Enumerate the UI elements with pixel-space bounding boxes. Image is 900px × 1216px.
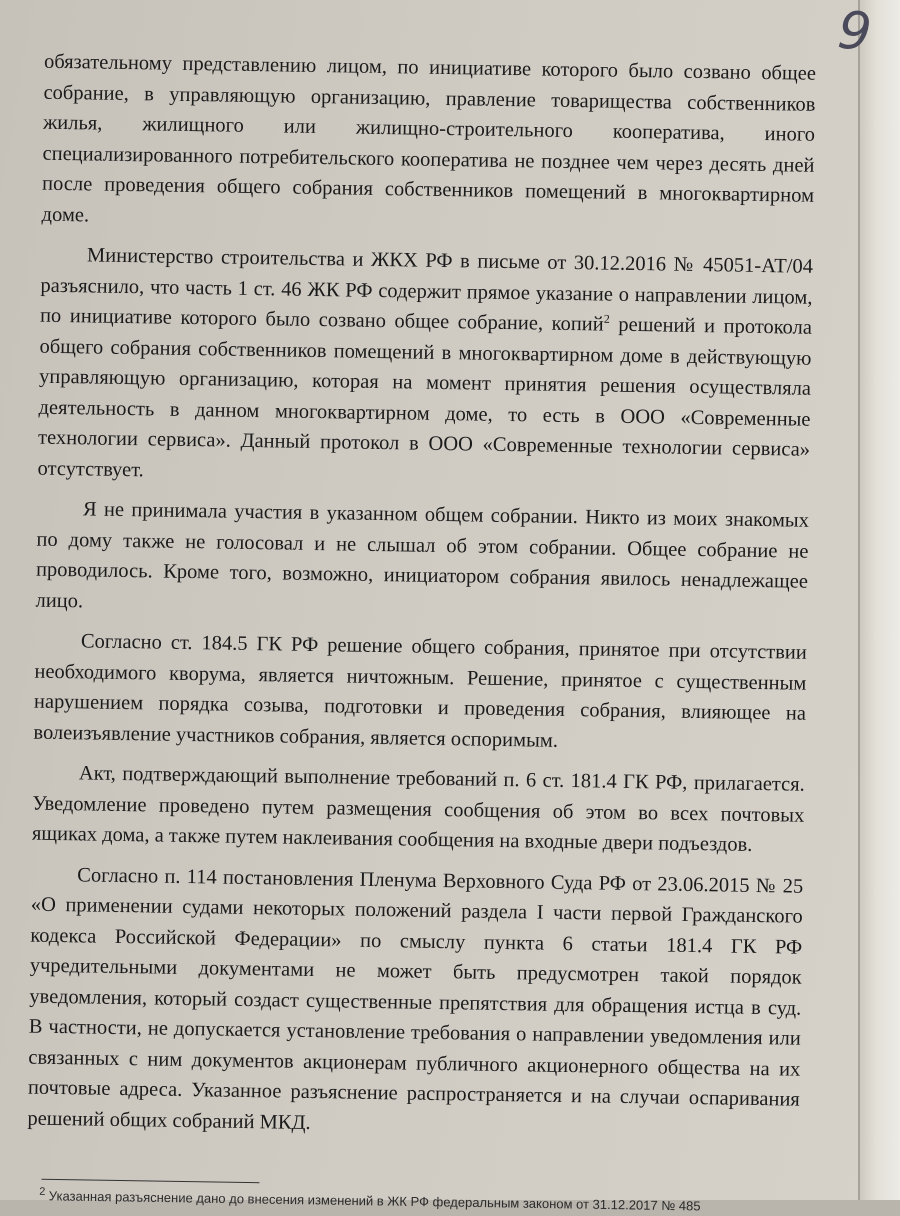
- footnote-mark: 2: [39, 1185, 46, 1198]
- handwritten-page-number: 9: [834, 0, 875, 64]
- footnote-reference: 2: [603, 311, 610, 326]
- paragraph-notice-act: Акт, подтверждающий выполнение требований п. 6 ст. 181.4 ГК РФ, прилагается. Уведомление проведено путем размещения сообщения об этом во всех почтовых ящиках дома, а также путем наклеивания сообщения на входные двери подъездов.: [31, 762, 805, 856]
- paragraph-ministry-letter-text-b: решений и протокола общего собрания собственников помещений в многоквартирном доме в действующую управляющую организацию, которая на момент принятия решения осуществляла деятельность в данном многоквартирном доме, то есть в ООО «Современные технологии сервиса». Данный протокол в ООО «Современные технологии сервиса» отсутствует.: [37, 313, 813, 481]
- footnote-text: Указанная разъяснение дано до внесения изменений в ЖК РФ федеральным законом от 31.12.2017 № 485: [48, 1188, 701, 1214]
- paragraph-plenum-ruling: Согласно п. 114 постановления Пленума Верховного Суда РФ от 23.06.2015 № 25 «О применении судами некоторых положений раздела I части первой Гражданского кодекса Российской Федерации» по смыслу пункта 6 статьи 181.4 ГК РФ учредительными документами не может быть предусмотрен такой порядок уведомления, который создаст существенные препятствия для обращения истца в суд. В частности, не допускается установление требования о направлении уведомления или связанных с ним документов акционерам публичного акционерного общества на их почтовые адреса. Указанное разъяснение распространяется и на случаи оспаривания решений общих собраний МКД.: [27, 863, 804, 1134]
- footnote-divider: [41, 1179, 259, 1183]
- paragraph-ministry-letter: [37, 240, 813, 496]
- footnote: [39, 1186, 839, 1216]
- paragraph-ministry-letter-text-a: Министерство строительства и ЖКХ РФ в письме от 30.12.2016 № 45051-АТ/04 разъяснило, что часть 1 ст. 46 ЖК РФ содержит прямое указание о направлении лицом, по инициативе которого было созвано общее собрание, копий: [39, 244, 814, 336]
- paragraph-non-participation: Я не принимала участия в указанном общем собрании. Никто из моих знакомых по дому также не голосовал и не слышал об этом собрании. Общее собрание не проводилось. Кроме того, возможно, инициатором собрания явилось ненадлежащее лицо.: [35, 498, 810, 612]
- paragraph-continuation: обязательному представлению лицом, по инициативе которого было созвано общее собрание, в управляющую организацию, правление товарищества собственников жилья, жилищного или жилищно-строительного кооператива, иного специализированного потребительского кооператива не позднее чем через десять дней после проведения общего собрания собственников помещений в многоквартирном доме.: [41, 50, 817, 226]
- document-body: [27, 47, 816, 1156]
- paragraph-gk-184-5: Согласно ст. 184.5 ГК РФ решение общего собрания, принятое при отсутствии необходимого кворума, является ничтожным. Решение, принятое с существенным нарушением порядка созыва, подготовки и проведения собрания, влияющее на волеизъявление участников собрания, является оспоримым.: [33, 630, 808, 752]
